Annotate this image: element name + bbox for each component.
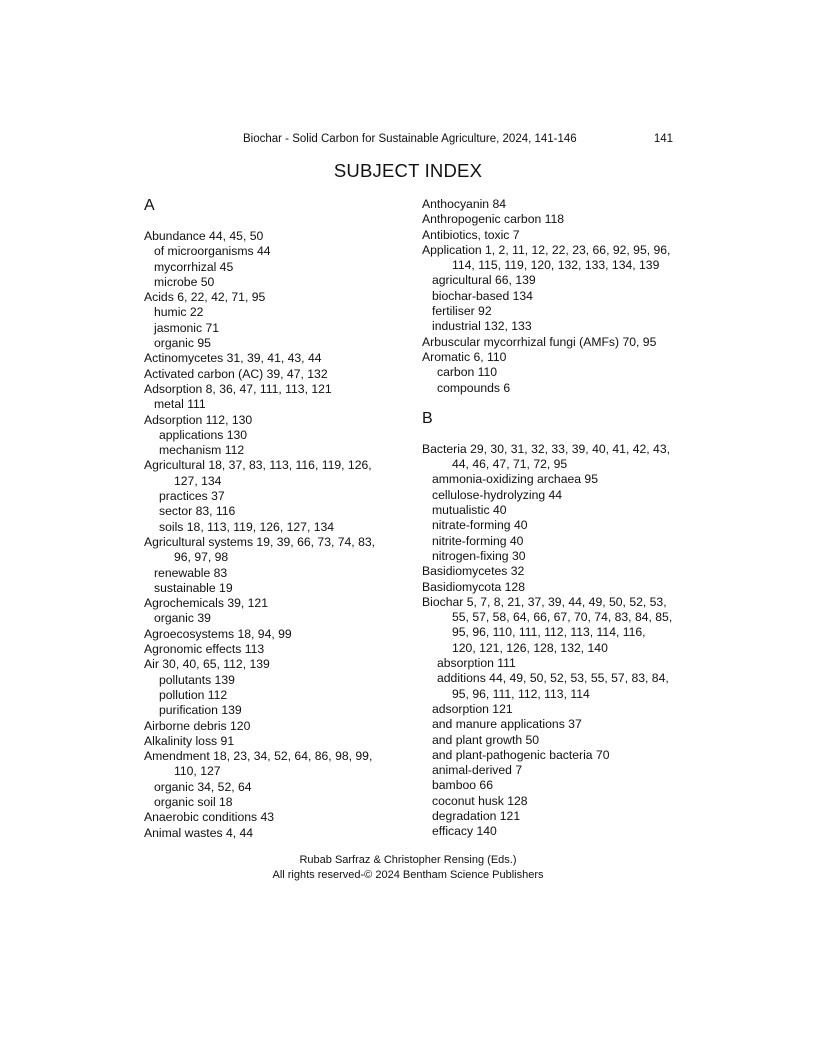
index-subentry: microbe 50 xyxy=(154,274,215,289)
index-subentry: biochar-based 134 xyxy=(432,288,533,303)
footer xyxy=(0,853,816,882)
index-subentry: organic 34, 52, 64 xyxy=(154,779,252,794)
index-entry: Adsorption 8, 36, 47, 111, 113, 121 xyxy=(144,381,332,396)
section-letter-a: A xyxy=(144,197,155,214)
entry-list-a-continued xyxy=(422,197,692,396)
index-entry: Anthropogenic carbon 118 xyxy=(422,212,565,227)
index-subentry: humic 22 xyxy=(154,305,204,320)
index-entry-continuation: 120, 121, 126, 128, 132, 140 xyxy=(452,640,608,655)
index-subentry: jasmonic 71 xyxy=(154,320,220,335)
index-subentry: sustainable 19 xyxy=(154,580,233,595)
index-entry-continuation: 44, 46, 47, 71, 72, 95 xyxy=(452,457,568,472)
index-subentry: compounds 6 xyxy=(437,380,511,395)
index-entry: Amendment 18, 23, 34, 52, 64, 86, 98, 99, xyxy=(144,749,373,764)
index-entry-continuation: 110, 127 xyxy=(174,764,221,779)
index-entry: Animal wastes 4, 44 xyxy=(144,825,254,840)
index-entry-continuation: 96, 97, 98 xyxy=(174,550,229,565)
index-subentry: mechanism 112 xyxy=(159,443,245,458)
index-entry: Agrochemicals 39, 121 xyxy=(144,596,268,611)
index-subentry: and plant-pathogenic bacteria 70 xyxy=(432,747,610,762)
index-entry: Anaerobic conditions 43 xyxy=(144,810,275,825)
index-subentry: nitrogen-fixing 30 xyxy=(432,548,526,563)
index-subentry: organic 39 xyxy=(154,611,211,626)
index-column-left xyxy=(144,197,404,841)
page-title: SUBJECT INDEX xyxy=(333,160,483,181)
index-entry: Arbuscular mycorrhizal fungi (AMFs) 70, 95 xyxy=(422,334,657,349)
index-subentry: and plant growth 50 xyxy=(432,732,540,747)
index-subentry: sector 83, 116 xyxy=(159,504,236,519)
index-entry: Airborne debris 120 xyxy=(144,718,251,733)
index-entry: Application 1, 2, 11, 12, 22, 23, 66, 92, 95, 96, xyxy=(422,242,671,257)
index-subentry: and manure applications 37 xyxy=(432,717,582,732)
index-subentry: fertiliser 92 xyxy=(432,304,492,319)
page-number: 141 xyxy=(653,133,673,145)
index-subentry: agricultural 66, 139 xyxy=(432,273,536,288)
index-entry: Actinomycetes 31, 39, 41, 43, 44 xyxy=(144,351,322,366)
footer-editors: Rubab Sarfraz & Christopher Rensing (Eds.) xyxy=(299,854,517,866)
index-subentry: absorption 111 xyxy=(437,656,516,671)
index-subentry: nitrite-forming 40 xyxy=(432,533,524,548)
index-subentry: purification 139 xyxy=(159,703,242,718)
index-entry: Agronomic effects 113 xyxy=(144,642,265,657)
index-subentry: of microorganisms 44 xyxy=(154,244,271,259)
index-subentry: industrial 132, 133 xyxy=(432,319,532,334)
index-entry: Anthocyanin 84 xyxy=(422,197,507,211)
index-subentry: cellulose-hydrolyzing 44 xyxy=(432,487,563,502)
index-subentry: renewable 83 xyxy=(154,565,228,580)
index-entry: Basidiomycota 128 xyxy=(422,579,525,594)
index-subentry: efficacy 140 xyxy=(432,824,497,839)
index-entry-continuation: 114, 115, 119, 120, 132, 133, 134, 139 xyxy=(452,258,660,273)
index-entry-continuation: 95, 96, 110, 111, 112, 113, 114, 116, xyxy=(452,625,646,640)
running-title: Biochar - Solid Carbon for Sustainable Agriculture, 2024, 141-146 xyxy=(243,133,577,145)
index-subentry: degradation 121 xyxy=(432,808,521,823)
index-entry: Agricultural 18, 37, 83, 113, 116, 119, 126, xyxy=(144,458,372,473)
index-entry: Aromatic 6, 110 xyxy=(422,349,507,364)
running-head xyxy=(243,133,675,149)
index-subentry: mutualistic 40 xyxy=(432,503,507,518)
index-entry: Antibiotics, toxic 7 xyxy=(422,227,520,242)
entry-list-a xyxy=(144,229,404,841)
section-letter-b: B xyxy=(422,409,433,427)
entry-list-b xyxy=(422,442,692,840)
index-entry: Activated carbon (AC) 39, 47, 132 xyxy=(144,366,328,381)
index-subentry: soils 18, 113, 119, 126, 127, 134 xyxy=(159,519,335,534)
index-entry-continuation: 95, 96, 111, 112, 113, 114 xyxy=(452,686,590,701)
index-subentry: carbon 110 xyxy=(437,365,498,380)
index-entry: Acids 6, 22, 42, 71, 95 xyxy=(144,290,266,305)
index-entry: Abundance 44, 45, 50 xyxy=(144,229,264,243)
index-entry: Adsorption 112, 130 xyxy=(144,412,253,427)
index-subentry: adsorption 121 xyxy=(432,701,513,716)
index-subentry: nitrate-forming 40 xyxy=(432,518,528,533)
index-subentry: additions 44, 49, 50, 52, 53, 55, 57, 83, 84, xyxy=(437,671,669,686)
footer-copyright: All rights reserved-© 2024 Bentham Science Publishers xyxy=(272,868,544,881)
index-entry: Agricultural systems 19, 39, 66, 73, 74, 83, xyxy=(144,534,376,549)
index-subentry: pollution 112 xyxy=(159,687,228,702)
index-subentry: coconut husk 128 xyxy=(432,793,528,808)
index-entry: Agroecosystems 18, 94, 99 xyxy=(144,626,292,641)
index-entry: Bacteria 29, 30, 31, 32, 33, 39, 40, 41, 42, 43, xyxy=(422,441,670,456)
index-subentry: applications 130 xyxy=(159,427,248,442)
index-subentry: organic 95 xyxy=(154,336,211,351)
index-entry: Basidiomycetes 32 xyxy=(422,564,525,579)
index-entry: Alkalinity loss 91 xyxy=(144,733,235,748)
index-entry: Biochar 5, 7, 8, 21, 37, 39, 44, 49, 50, 52, 53, xyxy=(422,594,667,609)
index-subentry: animal-derived 7 xyxy=(432,763,523,778)
index-subentry: organic soil 18 xyxy=(154,794,233,809)
index-entry: Air 30, 40, 65, 112, 139 xyxy=(144,657,270,672)
index-subentry: practices 37 xyxy=(159,489,225,504)
index-entry-continuation: 127, 134 xyxy=(174,473,222,488)
index-column-right xyxy=(422,197,692,840)
index-entry-continuation: 55, 57, 58, 64, 66, 67, 70, 74, 83, 84, 85, xyxy=(452,610,673,625)
index-subentry: metal 111 xyxy=(154,397,206,412)
index-subentry: ammonia-oxidizing archaea 95 xyxy=(432,472,598,487)
index-subentry: pollutants 139 xyxy=(159,672,235,687)
index-subentry: bamboo 66 xyxy=(432,778,493,793)
index-subentry: mycorrhizal 45 xyxy=(154,259,234,274)
